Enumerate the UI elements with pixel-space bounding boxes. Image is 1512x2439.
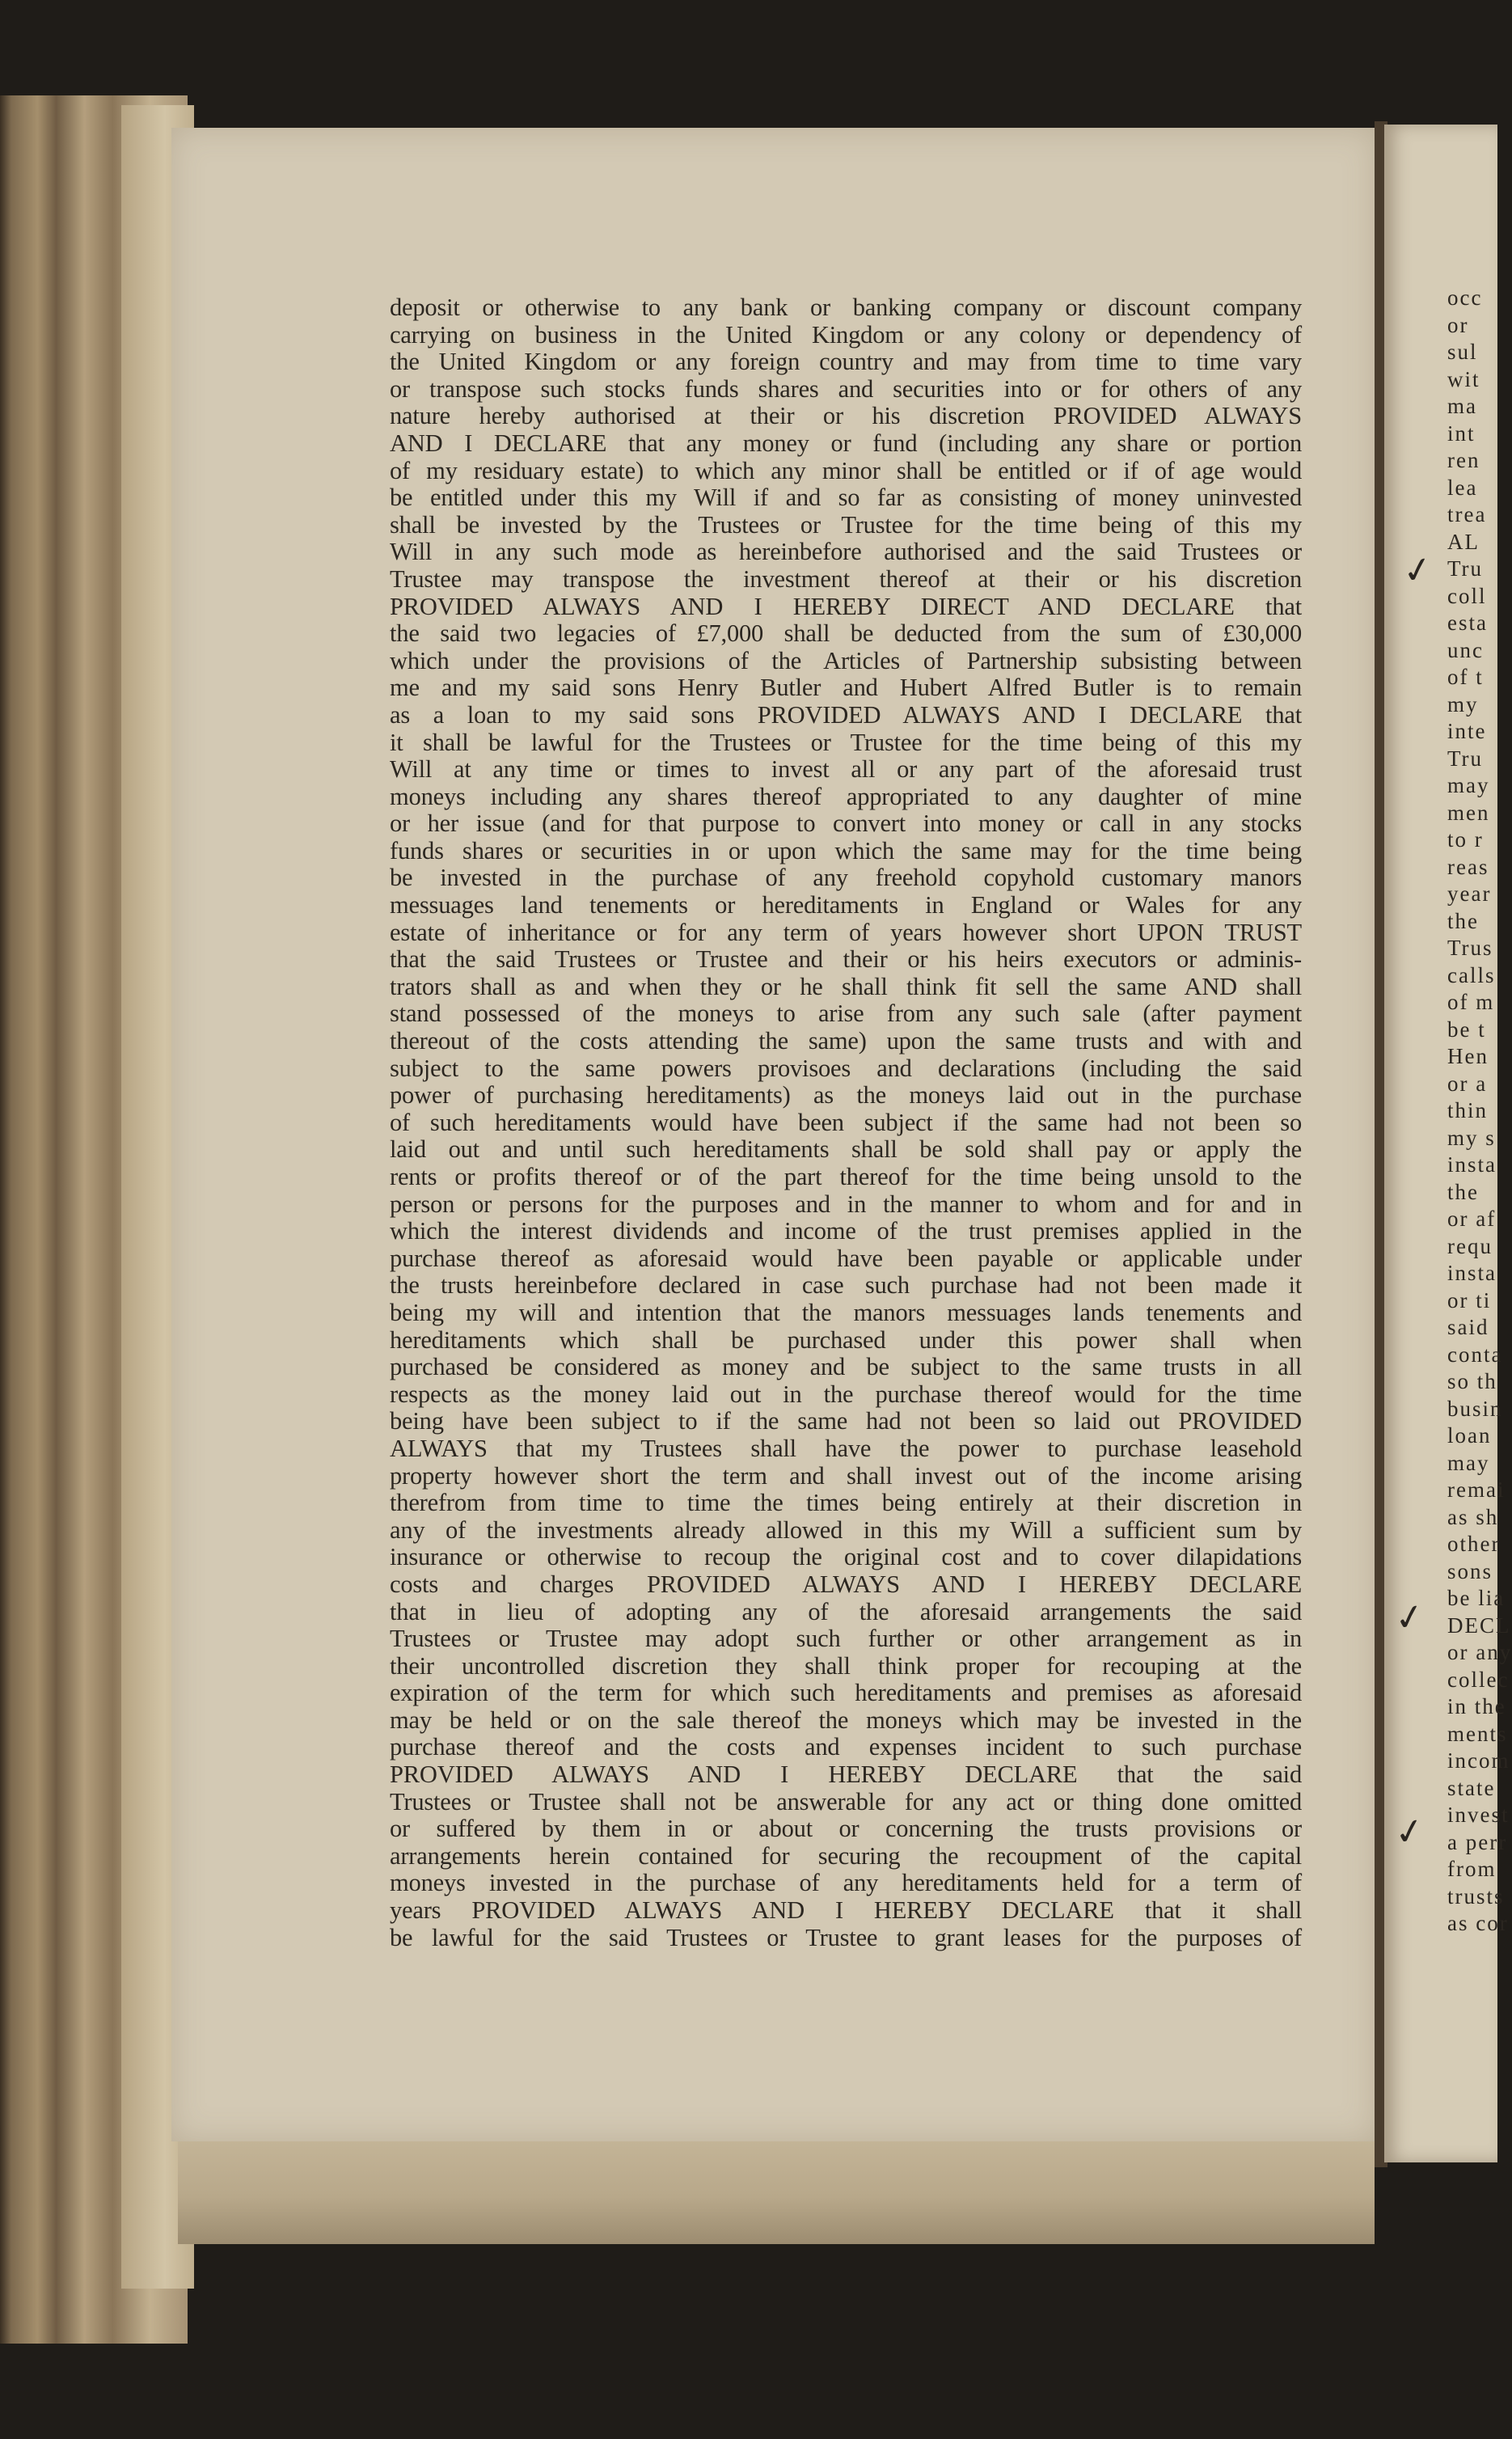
text-line: estate of inheritance or for any term of years however short UPON TRUST [390,918,1302,946]
facing-page-line: a perr [1447,1829,1508,1854]
text-line: expiration of the term for which such hereditaments and premises as aforesaid [390,1679,1302,1707]
text-line: as a loan to my said sons PROVIDED ALWAYS AND I DECLARE that [390,700,1302,729]
text-line: of my residuary estate) to which any minor shall be entitled or if of age would [390,456,1302,484]
text-line: thereout of the costs attending the same) upon the same trusts and with and [390,1027,1302,1055]
text-line: purchase thereof as aforesaid would have been payable or applicable under [390,1244,1302,1272]
text-line: therefrom from time to time the times being entirely at their discretion in [390,1489,1302,1517]
text-line: being have been subject to if the same had not been so laid out PROVIDED [390,1407,1302,1435]
text-line: person or persons for the purposes and in the manner to whom and for and in [390,1190,1302,1218]
facing-page-line: loan [1447,1423,1492,1448]
text-line: or her issue (and for that purpose to convert into money or call in any stocks [390,809,1302,838]
text-line: stand possessed of the moneys to arise from any such sale (after payment [390,1000,1302,1028]
text-line: PROVIDED ALWAYS AND I HEREBY DIRECT AND DECLARE that [390,592,1302,620]
facing-page-line: insta [1447,1152,1497,1177]
text-line: be entitled under this my Will if and so far as consisting of money uninvested [390,484,1302,512]
text-line: deposit or otherwise to any bank or banking company or discount company [390,294,1302,321]
text-line: me and my said sons Henry Butler and Hubert Alfred Butler is to remain [390,674,1302,702]
facing-page-line: ma [1447,394,1477,418]
text-line: that in lieu of adopting any of the aforesaid arrangements the said [390,1597,1302,1625]
text-line: subject to the same powers provisoes and declarations (including the said [390,1054,1302,1082]
facing-page-line: sons [1447,1558,1493,1583]
facing-page-line: calls [1447,962,1496,987]
text-line: Trustees or Trustee may adopt such further or other arrangement as in [390,1625,1302,1653]
text-line: moneys including any shares thereof appropriated to any daughter of mine [390,782,1302,810]
facing-page-line: collec [1447,1667,1510,1692]
facing-page-line: inte [1447,719,1487,743]
text-line: Will at any time or times to invest all or any part of the aforesaid trust [390,755,1302,784]
facing-page-line: in the [1447,1694,1506,1718]
facing-page-line: to r [1447,827,1484,852]
facing-page-line: Tru [1447,556,1484,581]
text-line: PROVIDED ALWAYS AND I HEREBY DECLARE that the said [390,1761,1302,1789]
text-line: laid out and until such hereditaments shall be sold shall pay or apply the [390,1135,1302,1164]
facing-page-line: my s [1447,1125,1496,1150]
text-line: which under the provisions of the Articles of Partnership subsisting between [390,646,1302,674]
facing-page-line: trea [1447,502,1487,526]
text-line: Trustee may transpose the investment thereof at their or his discretion [390,564,1302,593]
text-line: respects as the money laid out in the purchase thereof would for the time [390,1380,1302,1408]
facing-page-line: busin [1447,1396,1503,1421]
check-mark-icon: ✓ [1391,1595,1429,1641]
text-line: power of purchasing hereditaments) as the moneys laid out in the purchase [390,1081,1302,1110]
text-line: Trustees or Trustee shall not be answerable for any act or thing done omitted [390,1787,1302,1816]
text-line: may be held or on the sale thereof the moneys which may be invested in the [390,1706,1302,1734]
facing-page-line: lea [1447,475,1478,500]
text-line: of such hereditaments would have been subject if the same had not been so [390,1108,1302,1136]
facing-page-line: unc [1447,637,1484,662]
text-line: purchased be considered as money and be subject to the same trusts in all [390,1353,1302,1381]
text-line: messuages land tenements or hereditaments in England or Wales for any [390,891,1302,919]
facing-page-line: invest [1447,1803,1510,1827]
facing-page-line: esta [1447,611,1488,635]
facing-page-line: be lia [1447,1586,1506,1610]
facing-page-line: from [1447,1857,1497,1881]
facing-page-line: of m [1447,990,1495,1014]
document-body-text [390,294,1302,1951]
text-line: AND I DECLARE that any money or fund (including any share or portion [390,429,1302,457]
facing-page-line: requ [1447,1233,1493,1258]
text-line: the said two legacies of £7,000 shall be deducted from the sum of £30,000 [390,619,1302,648]
facing-page-line: thin [1447,1098,1489,1122]
text-line: the United Kingdom or any foreign country and may from time to time vary [390,348,1302,376]
text-line: the trusts hereinbefore declared in case such purchase had not been made it [390,1271,1302,1300]
facing-page-line: men [1447,800,1490,825]
text-line: rents or profits thereof or of the part thereof for the time being unsold to the [390,1163,1302,1190]
facing-page-line: ments [1447,1721,1508,1746]
facing-page-line: Hen [1447,1044,1489,1068]
facing-page-line: so th [1447,1369,1497,1393]
facing-page-line: year [1447,881,1492,906]
text-line: property however short the term and shall invest out of the income arising [390,1461,1302,1490]
facing-page-line: trusts [1447,1883,1505,1909]
facing-page-line: Tru [1447,746,1484,771]
text-line: which the interest dividends and income of the trust premises applied in the [390,1217,1302,1245]
facing-page-line: the [1447,1179,1479,1204]
facing-page-line: AL [1447,529,1480,554]
text-line: hereditaments which shall be purchased under this power shall when [390,1325,1302,1354]
facing-page-line: or [1447,312,1469,337]
facing-page-line: the [1447,908,1479,933]
text-line: insurance or otherwise to recoup the original cost and to cover dilapidations [390,1543,1302,1571]
text-line: trators shall as and when they or he shall think fit sell the same AND shall [390,972,1302,1000]
facing-page-line: as sh [1447,1504,1499,1529]
text-line: ALWAYS that my Trustees shall have the power to purchase leasehold [390,1434,1302,1462]
facing-page-line: Trus [1447,936,1493,960]
facing-page-line: wit [1447,366,1480,391]
facing-page-line: occ [1447,285,1483,310]
facing-page-line: int [1447,421,1476,446]
text-line: or suffered by them in or about or concerning the trusts provisions or [390,1815,1302,1843]
text-line: it shall be lawful for the Trustees or Trustee for the time being of this my [390,728,1302,756]
text-line: carrying on business in the United Kingdom or any colony or dependency of [390,320,1302,349]
text-line: Will in any such mode as hereinbefore authorised and the said Trustees or [390,538,1302,566]
text-line: nature hereby authorised at their or his discretion PROVIDED ALWAYS [390,402,1302,430]
text-line: funds shares or securities in or upon which the same may for the time being [390,836,1302,864]
facing-page-line: remai [1447,1477,1506,1502]
facing-page [1384,125,1512,2162]
facing-page-line: DECL [1447,1613,1511,1638]
facing-page-line: conta [1447,1342,1503,1367]
facing-page-line: may [1447,773,1490,797]
facing-page-line: as cor [1447,1911,1509,1935]
facing-page-line: may [1447,1450,1490,1475]
text-line: arrangements herein contained for securing the recoupment of the capital [390,1841,1302,1870]
facing-page-line: state [1447,1775,1496,1800]
facing-page-line: be t [1447,1017,1486,1042]
facing-page-text [1447,285,1512,1938]
facing-page-line: my [1447,691,1479,716]
facing-page-line: or ti [1447,1287,1492,1312]
page-bottom-edge [178,2127,1375,2244]
text-line: purchase thereof and the costs and expenses incident to such purchase [390,1733,1302,1761]
text-line: that the said Trustees or Trustee and their or his heirs executors or adminis- [390,945,1302,974]
text-line: or transpose such stocks funds shares and securities into or for others of any [390,374,1302,403]
text-line: costs and charges PROVIDED ALWAYS AND I HEREBY DECLARE [390,1570,1302,1598]
facing-page-line: sul [1447,340,1478,364]
text-line: their uncontrolled discretion they shall think proper for recouping at the [390,1651,1302,1680]
facing-page-line: insta [1447,1261,1497,1285]
check-mark-icon: ✓ [1399,547,1437,594]
text-line: shall be invested by the Trustees or Trustee for the time being of this my [390,510,1302,539]
facing-page-line: said [1447,1315,1489,1339]
text-line: being my will and intention that the manors messuages lands tenements and [390,1298,1302,1326]
text-line: be lawful for the said Trustees or Trustee to grant leases for the purposes of [390,1923,1302,1951]
facing-page-line: reas [1447,854,1489,879]
facing-page-line: of t [1447,665,1484,689]
facing-page-line: or a [1447,1071,1488,1096]
check-mark-icon: ✓ [1391,1809,1429,1855]
text-line: moneys invested in the purchase of any hereditaments held for a term of [390,1869,1302,1897]
facing-page-line: ren [1447,448,1480,472]
facing-page-line: or af [1447,1207,1497,1231]
facing-page-line: coll [1447,583,1487,608]
facing-page-line: incom [1447,1748,1510,1773]
text-line: any of the investments already allowed in this my Will a sufficient sum by [390,1515,1302,1544]
facing-page-line: or any [1447,1640,1512,1664]
text-line: be invested in the purchase of any freehold copyhold customary manors [390,864,1302,892]
facing-page-line: other [1447,1532,1501,1556]
text-line: years PROVIDED ALWAYS AND I HEREBY DECLARE that it shall [390,1896,1302,1925]
